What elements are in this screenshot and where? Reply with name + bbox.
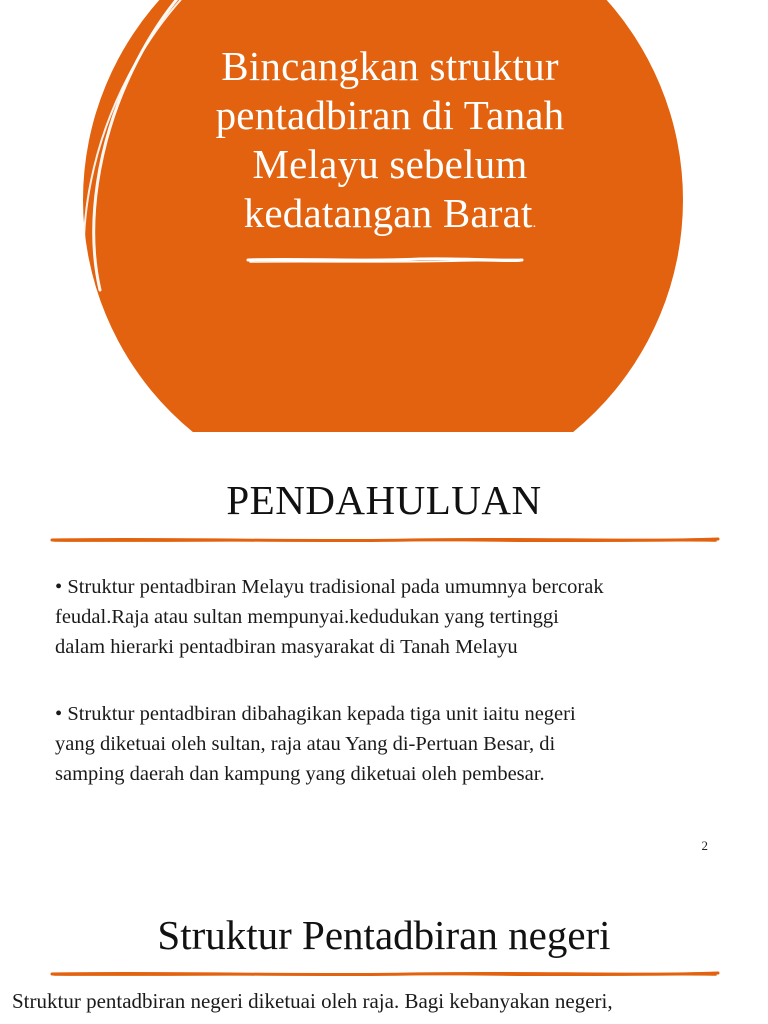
introduction-heading: PENDAHULUAN bbox=[226, 477, 542, 523]
body-text: Struktur pentadbiran negeri diketuai oleh raja. Bagi kebanyakan negeri, bbox=[12, 989, 613, 1013]
bullet-item bbox=[55, 699, 715, 789]
slide-title bbox=[180, 42, 600, 248]
heading-underline bbox=[50, 534, 720, 546]
title-line-3: Melayu sebelum bbox=[252, 141, 528, 187]
bullet-line: feudal.Raja atau sultan mempunyai.kedudukan yang tertinggi bbox=[55, 606, 559, 628]
bullet-text: Struktur pentadbiran dibahagikan kepada tiga unit iaitu negeri bbox=[67, 703, 576, 725]
bullet-line bbox=[55, 699, 715, 729]
title-line-2: pentadbiran di Tanah bbox=[215, 92, 565, 138]
heading-underline bbox=[50, 968, 720, 980]
title-underline bbox=[240, 252, 530, 268]
bullet-dot: • bbox=[55, 576, 63, 598]
state-administration-heading: Struktur Pentadbiran negeri bbox=[157, 912, 611, 958]
title-line-4 bbox=[180, 189, 600, 248]
introduction-slide bbox=[0, 432, 768, 864]
title-line-1: Bincangkan struktur bbox=[221, 43, 559, 89]
title-slide bbox=[0, 0, 768, 432]
bullet-dot: • bbox=[55, 703, 63, 725]
page-number: 2 bbox=[701, 838, 708, 853]
bullet-item bbox=[55, 572, 715, 662]
title-period: . bbox=[532, 216, 537, 231]
bullet-line: samping daerah dan kampung yang diketuai oleh pembesar. bbox=[55, 763, 545, 785]
title-line-4-text: kedatangan Barat bbox=[243, 190, 533, 236]
bullet-line bbox=[55, 572, 715, 602]
bullet-list bbox=[55, 572, 715, 789]
state-administration-slide bbox=[0, 864, 768, 1024]
bullet-text: Struktur pentadbiran Melayu tradisional pada umumnya bercorak bbox=[67, 576, 604, 598]
bullet-line: yang diketuai oleh sultan, raja atau Yang di-Pertuan Besar, di bbox=[55, 733, 556, 755]
bullet-line: dalam hierarki pentadbiran masyarakat di Tanah Melayu bbox=[55, 636, 518, 658]
